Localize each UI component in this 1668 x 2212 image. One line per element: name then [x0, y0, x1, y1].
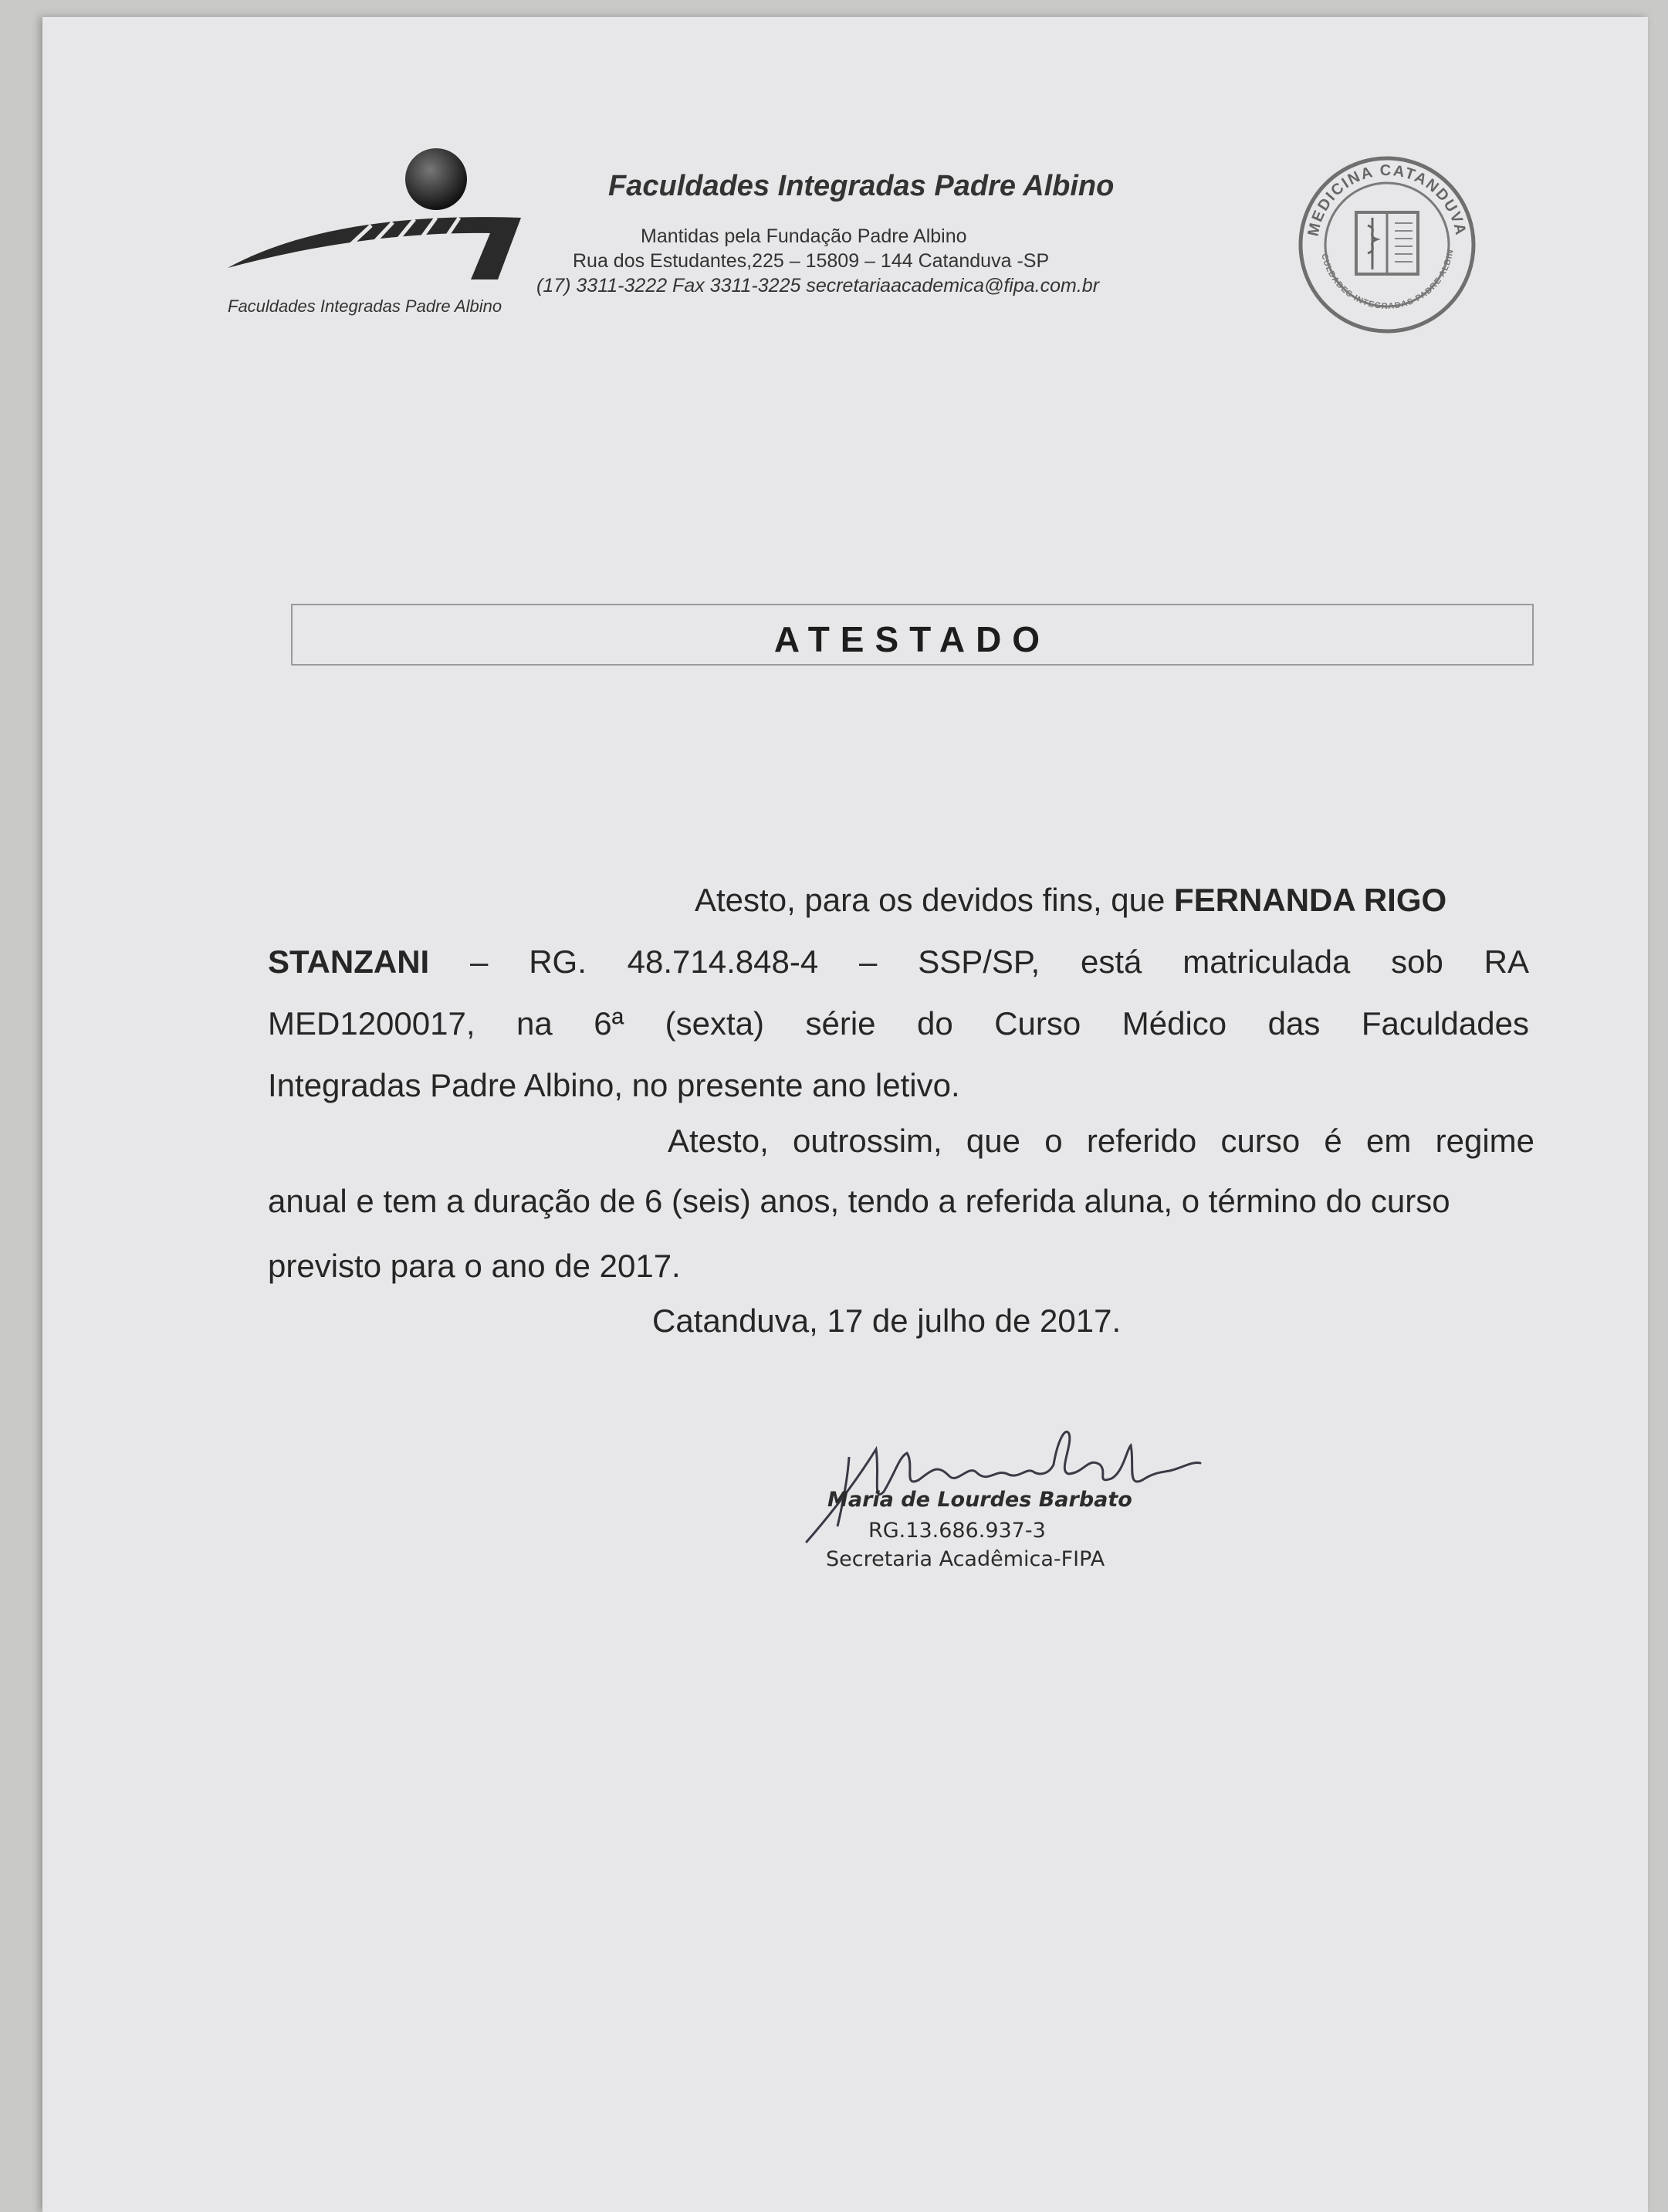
para2-line1: Atesto, outrossim, que o referido curso é em regime: [668, 1123, 1534, 1159]
para2-line3: previsto para o ano de 2017.: [268, 1248, 681, 1284]
document-page: [42, 17, 1648, 2212]
medicine-seal: [1291, 152, 1491, 337]
contact-text: (17) 3311-3222 Fax 3311-3225 secretariaacademica@fipa.com.br: [536, 275, 1100, 296]
para1-line1: [695, 882, 1446, 919]
para1-line2-text: – RG. 48.714.848-4 – SSP/SP, está matriculada sob RA: [429, 943, 1529, 980]
student-name-part2: STANZANI: [268, 943, 430, 980]
para1-line1-text: Atesto, para os devidos fins, que: [695, 882, 1175, 918]
para2-line2: anual e tem a duração de 6 (seis) anos, tendo a referida aluna, o término do curso: [268, 1183, 1450, 1219]
maintained-by-text: Mantidas pela Fundação Padre Albino: [641, 225, 967, 247]
logo-swoosh-icon: [212, 141, 567, 303]
para1-line3: MED1200017, na 6ª (sexta) série do Curso Médico das Faculdades: [268, 1005, 1529, 1042]
title-box: [291, 604, 1534, 666]
para1-line2: [268, 943, 1529, 981]
seal-emblem-icon: [1291, 152, 1491, 337]
signatory-rg: RG.13.686.937-3: [868, 1519, 1046, 1543]
signatory-role: Secretaria Acadêmica-FIPA: [826, 1547, 1105, 1571]
signatory-name: Maria de Lourdes Barbato: [827, 1488, 1132, 1512]
seal-text-top: MEDICINA CATANDUVA: [1304, 161, 1470, 238]
date-line: Catanduva, 17 de julho de 2017.: [652, 1302, 1122, 1339]
address-text: Rua dos Estudantes,225 – 15809 – 144 Catanduva -SP: [573, 250, 1050, 272]
para1-line4: Integradas Padre Albino, no presente ano letivo.: [268, 1067, 960, 1103]
institution-name: Faculdades Integradas Padre Albino: [608, 170, 1115, 202]
student-name-part1: FERNANDA RIGO: [1174, 882, 1447, 918]
logo-caption: Faculdades Integradas Padre Albino: [228, 296, 502, 316]
document-title: ATESTADO: [773, 619, 1051, 659]
seal-text-bottom: CULDADES INTEGRADAS PADRE ALBIN: [1319, 248, 1456, 312]
